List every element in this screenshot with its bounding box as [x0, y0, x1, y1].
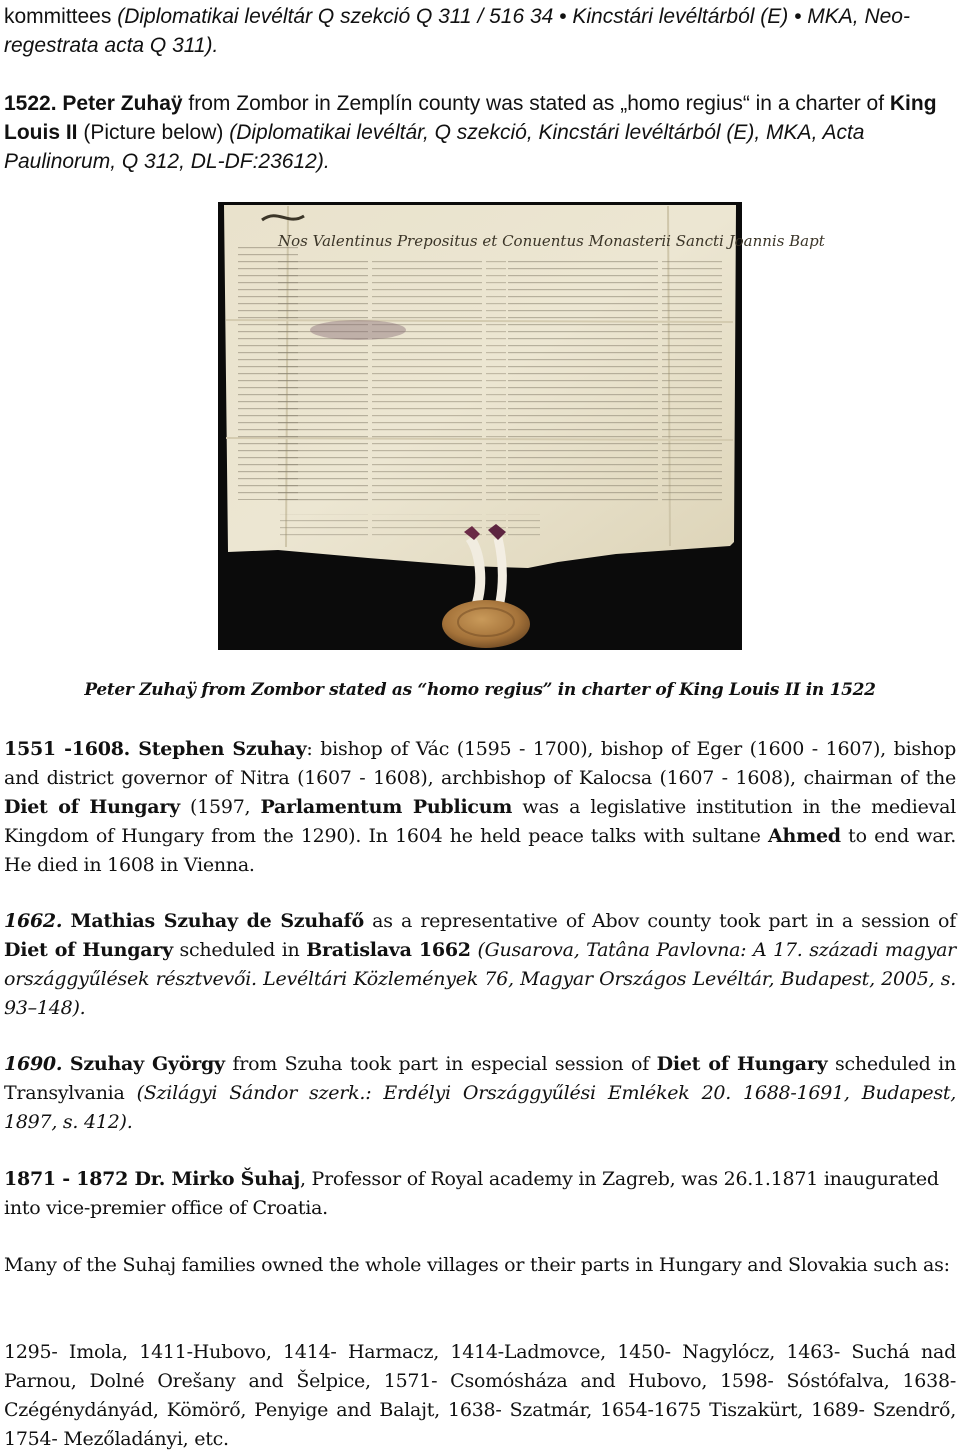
entry-1551-heading: 1551 -1608. Stephen Szuhay [4, 738, 307, 760]
entry-1690-citation: (Szilágyi Sándor szerk.: Erdélyi Országgyűlési Emlékek 20. 1688-1691, Budapest, 1897, s. 412). [4, 1082, 956, 1133]
kommittees-text: kommittees [4, 5, 118, 28]
paragraph-1551: 1551 -1608. Stephen Szuhay: bishop of Vác (1595 - 1700), bishop of Eger (1600 - 1607), bishop and district governor of Nitra (1607 - 1608), archbishop of Kalocsa (1607 - 1608), chairman of the Diet of Hungary (1597, Parlamentum Publicum was a legislative institution in the medieval Kingdom of Hungary from the 1290). In 1604 he held peace talks with sultane Ahmed to end war. He died in 1608 in Vienna. [4, 738, 956, 876]
king-louis-name: King Louis II [4, 92, 937, 144]
paragraph-many-families: Many of the Suhaj families owned the whole villages or their parts in Hungary and Slovakia such as: [4, 1254, 950, 1276]
paragraph-1690: 1690. Szuhay György from Szuha took part in especial session of Diet of Hungary scheduled in Transylvania (Szilágyi Sándor szerk.: Erdélyi Országgyűlési Emlékek 20. 1688-1691, Budapest, 1897, s. 412). [4, 1053, 956, 1133]
entry-1522-heading: 1522. Peter Zuhaÿ [4, 92, 183, 115]
entry-1871-heading: 1871 - 1872 Dr. Mirko Šuhaj [4, 1168, 300, 1190]
paragraph-1522: 1522. Peter Zuhaÿ from Zombor in Zemplín county was stated as „homo regius“ in a charter of King Louis II (Picture below) (Diplomatikai levéltár, Q szekció, Kincstári levéltárból (E), MKA, Acta Paulinorum, Q 312, DL-DF:23612). [4, 92, 937, 173]
entry-1662-citation: (Gusarova, Tatâna Pavlovna: A 17. századi magyar országgyűlések résztvevői. Levéltári Közlemények 76, Magyar Országos Levéltár, Budapest, 2005, s. 93–148). [4, 939, 956, 1019]
entry-1690-heading: 1690. [4, 1053, 63, 1075]
entry-1522-citation: (Diplomatikai levéltár, Q szekció, Kincstári levéltárból (E), MKA, Acta Paulinorum, Q 312, DL-DF:23612). [4, 121, 865, 173]
paragraph-kommittees [4, 2, 956, 60]
charter-photograph [218, 202, 825, 650]
figure-caption: Peter Zuhaÿ from Zombor stated as “homo regius” in charter of King Louis II in 1522 [84, 680, 876, 700]
paragraph-villages-list: 1295- Imola, 1411-Hubovo, 1414- Harmacz, 1414-Ladmovce, 1450- Nagylócz, 1463- Suchá nad Parnou, Dolné Orešany and Šelpice, 1571- Csomósháza and Hubovo, 1598- Sóstófalva, 1638- Czégénydányád, Kömörő, Penyige and Balajt, 1638- Szatmár, 1654-1675 Tiszakürt, 1689- Szendrő, 1754- Mezőladányi, etc. [4, 1341, 956, 1450]
kommittees-citation: (Diplomatikai levéltár Q szekció Q 311 / 516 34 • Kincstári levéltárból (E) • MKA, Neo-regestrata acta Q 311). [4, 5, 910, 57]
paragraph-1662: 1662. Mathias Szuhay de Szuhafő as a representative of Abov county took part in a session of Diet of Hungary scheduled in Bratislava 1662 (Gusarova, Tatâna Pavlovna: A 17. századi magyar országgyűlések résztvevői. Levéltári Közlemények 76, Magyar Országos Levéltár, Budapest, 2005, s. 93–148). [4, 910, 956, 1019]
entry-1662-heading: 1662. [4, 910, 63, 932]
charter-opening-line: Nos Valentinus Prepositus et Conuentus Monasterii Sancti Joannis Bapt [278, 232, 825, 250]
paragraph-1871: 1871 - 1872 Dr. Mirko Šuhaj, Professor of Royal academy in Zagreb, was 26.1.1871 inaugurated into vice-premier office of Croatia. [4, 1168, 939, 1219]
